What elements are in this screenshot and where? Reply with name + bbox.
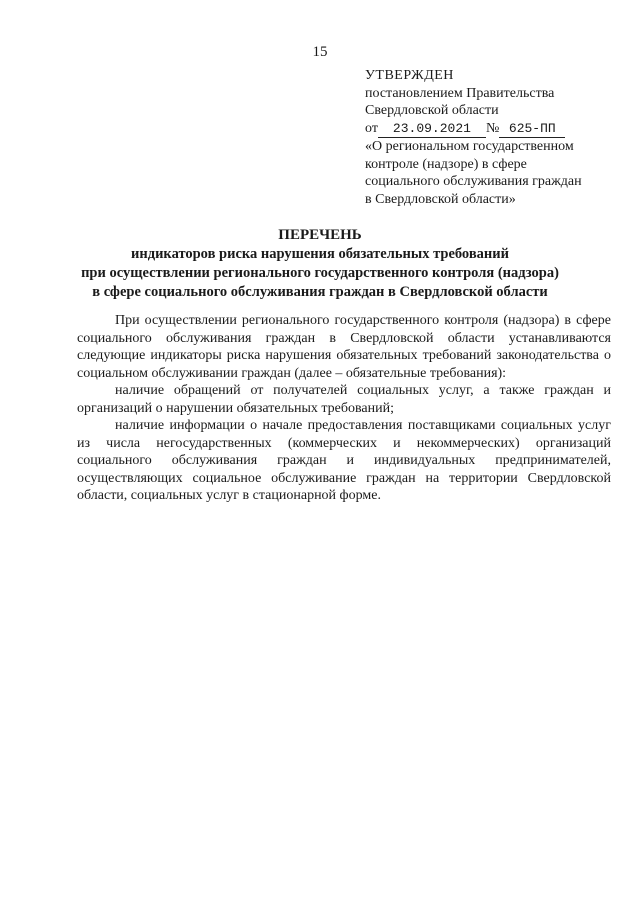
title-line-3: в сфере социального обслуживания граждан в Свердловской области: [92, 284, 548, 300]
subject-line-3: социального обслуживания граждан: [365, 174, 582, 189]
approval-date-line: [365, 120, 615, 139]
document-title: [0, 226, 640, 302]
subject-line-1: «О региональном государственном: [365, 139, 574, 154]
paragraph-intro: При осуществлении регионального государственного контроля (надзора) в сфере социального обслуживания граждан в Свердловской области устанавливаются следующие индикаторы риска нарушения обязательных требований законодательства о социальном обслуживании граждан (далее – обязательные требования):: [77, 313, 611, 381]
approval-line-1: постановлением Правительства: [365, 85, 555, 101]
approval-date: 23.09.2021: [378, 120, 486, 139]
approval-stamp: [365, 67, 615, 208]
date-prefix: от: [365, 120, 378, 136]
title-line-1: индикаторов риска нарушения обязательных требований: [131, 246, 509, 262]
page-number: 15: [312, 44, 328, 60]
title-line-2: при осуществлении регионального государственного контроля (надзора): [81, 265, 559, 281]
subject-line-4: в Свердловской области»: [365, 191, 516, 207]
paragraph-indicator-1: наличие обращений от получателей социальных услуг, а также граждан и организаций о нарушении обязательных требований;: [77, 383, 611, 416]
approval-heading: УТВЕРЖДЕН: [365, 68, 454, 83]
approval-line-2: Свердловской области: [365, 103, 499, 118]
approval-number: 625-ПП: [499, 120, 565, 139]
subject-line-2: контроле (надзоре) в сфере: [365, 156, 527, 172]
document-body: [77, 312, 611, 505]
title-main: ПЕРЕЧЕНЬ: [278, 227, 362, 243]
number-prefix: №: [485, 120, 500, 136]
paragraph-indicator-2: наличие информации о начале предоставления поставщиками социальных услуг из числа негосударственных (коммерческих и некоммерческих) организаций социального обслуживания граждан и индивидуальных предпринимателей, осуществляющих социальное обслуживание граждан на территории Свердловской области, социальных услуг в стационарной форме.: [77, 418, 611, 503]
